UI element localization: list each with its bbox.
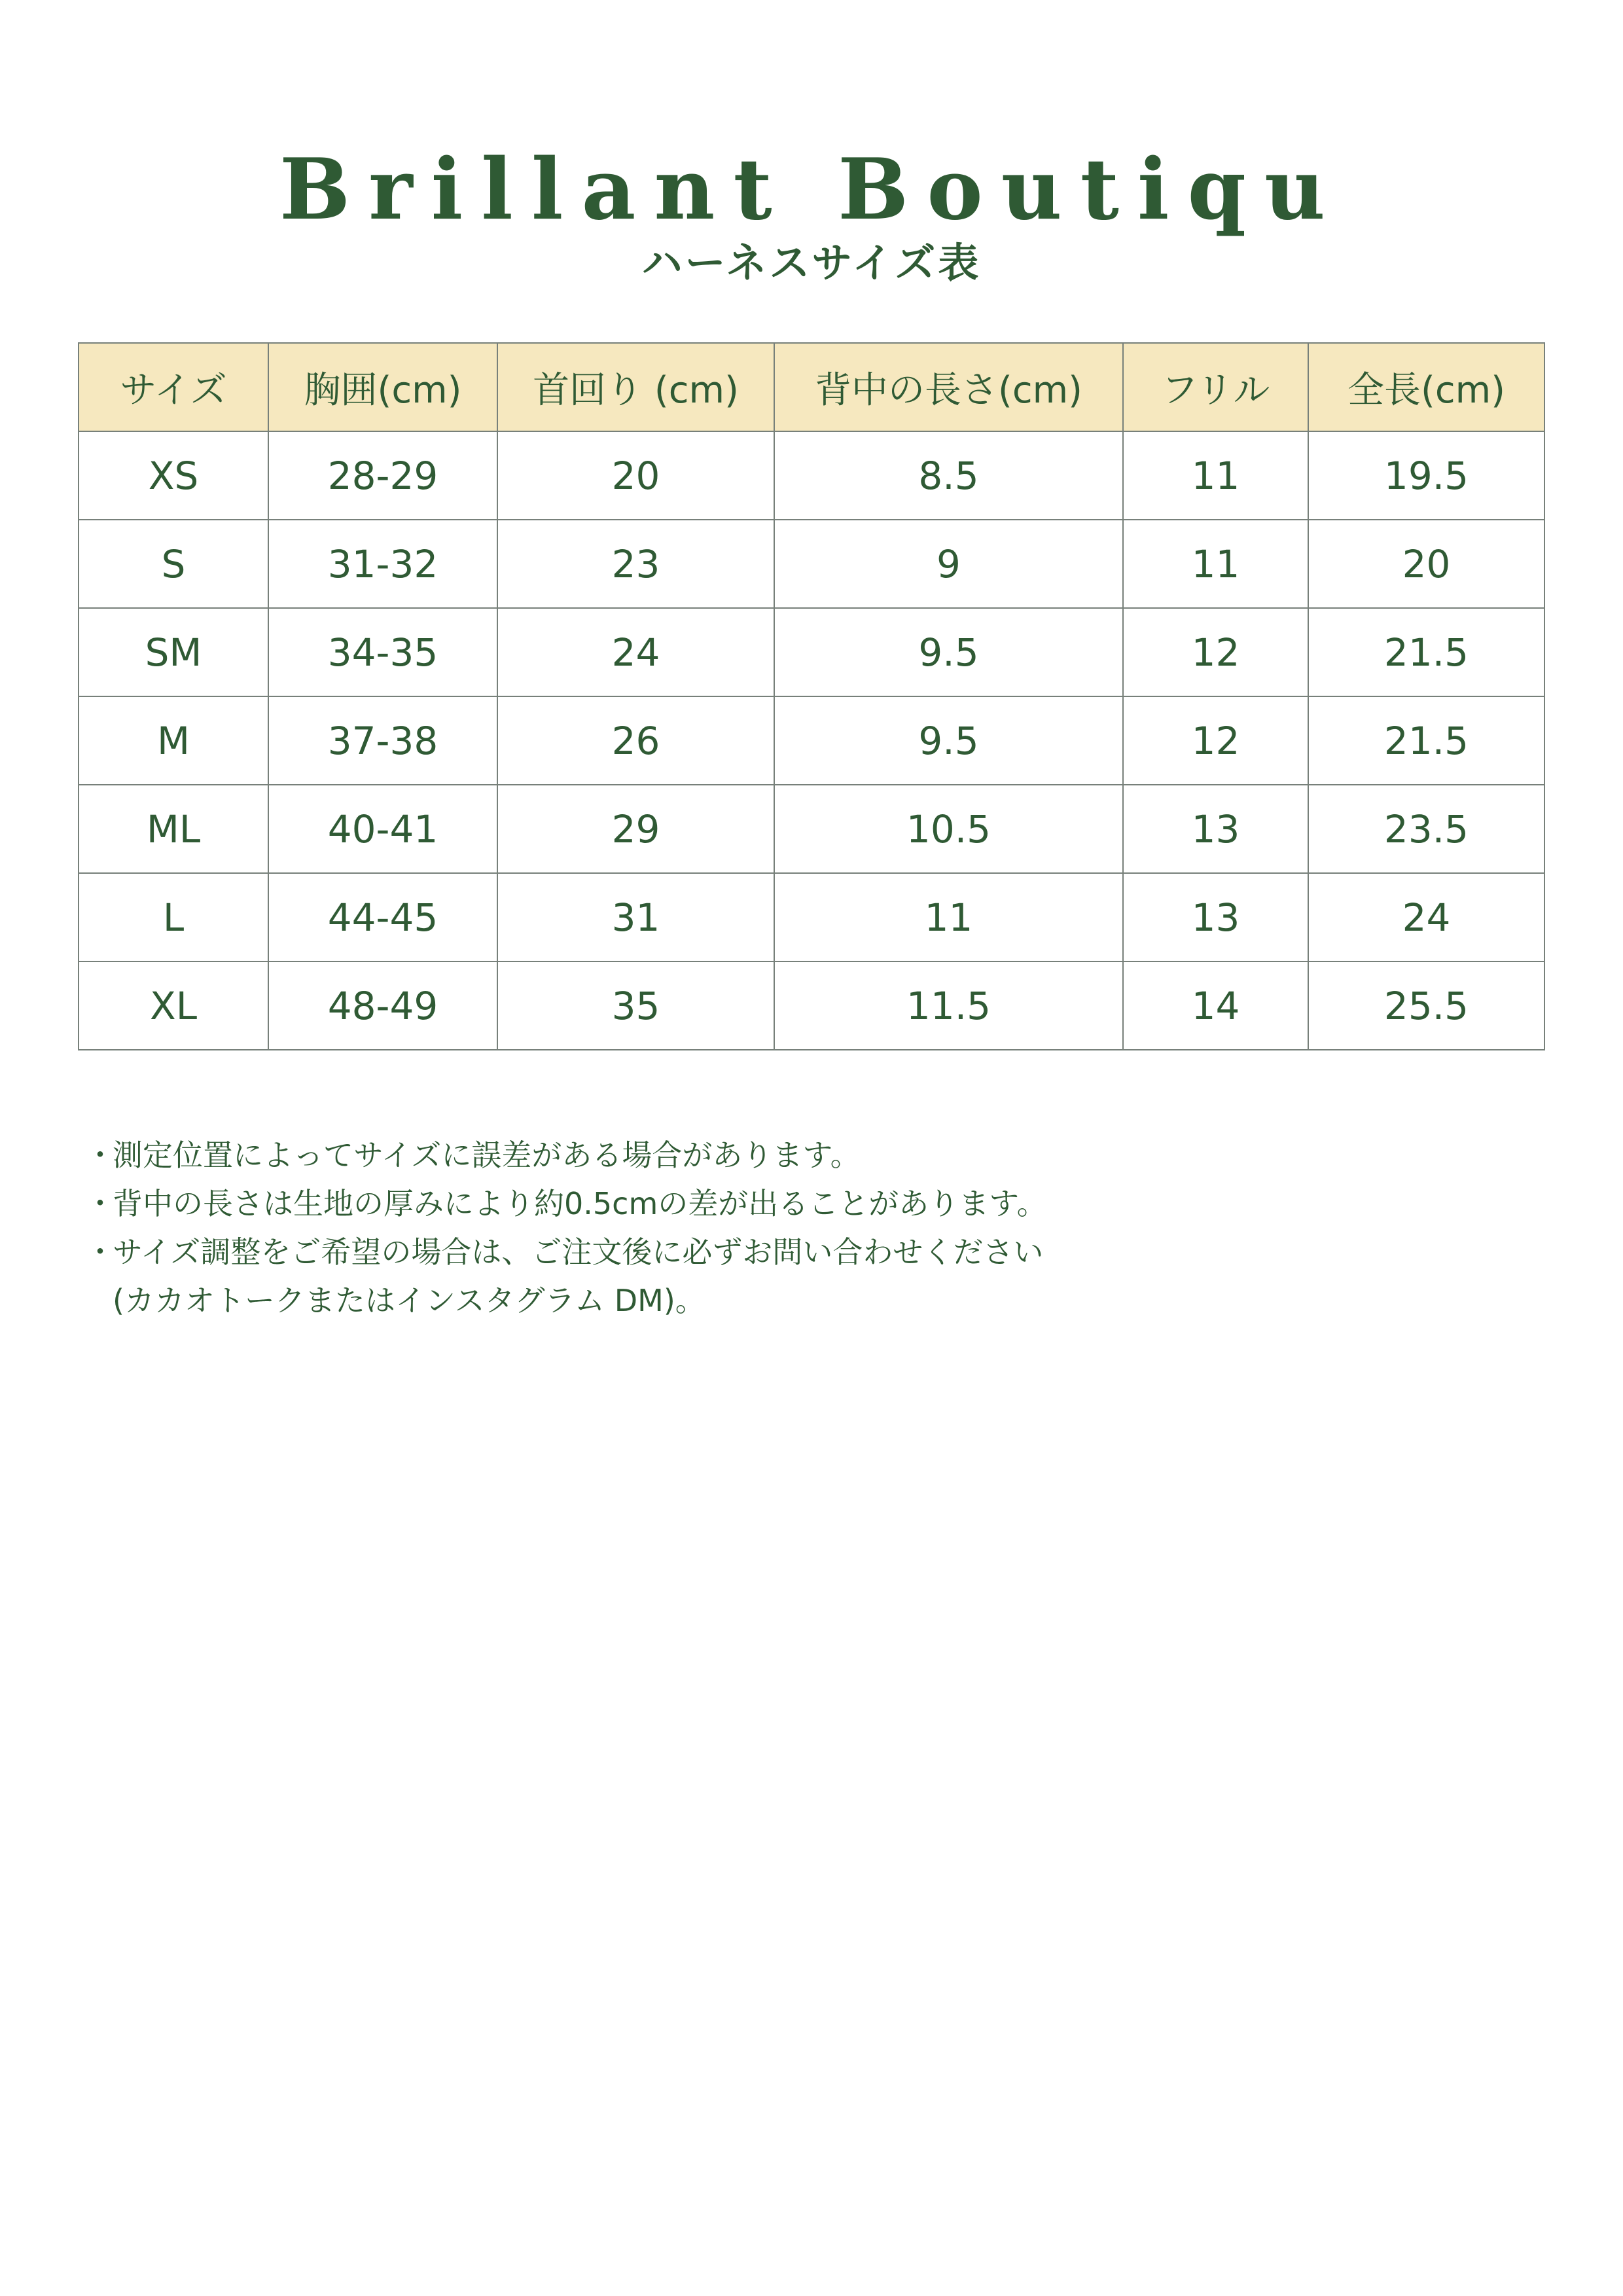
- note-item-continuation: [85, 1276, 1525, 1325]
- cell-total-length: 23.5: [1308, 785, 1544, 873]
- cell-chest: 48-49: [268, 961, 497, 1050]
- notes-list: [85, 1131, 1525, 1325]
- cell-back-length: 9.5: [774, 696, 1123, 785]
- cell-size: ML: [79, 785, 268, 873]
- cell-back-length: 9.5: [774, 608, 1123, 696]
- note-item: [85, 1228, 1525, 1276]
- header-neck: 首回り (cm): [497, 343, 774, 431]
- note-text: サイズ調整をご希望の場合は、ご注文後に必ずお問い合わせください: [113, 1234, 1044, 1270]
- note-text: 測定位置によってサイズに誤差がある場合があります。: [113, 1138, 861, 1173]
- cell-neck: 35: [497, 961, 774, 1050]
- cell-chest: 40-41: [268, 785, 497, 873]
- cell-chest: 28-29: [268, 431, 497, 520]
- cell-neck: 31: [497, 873, 774, 961]
- cell-back-length: 10.5: [774, 785, 1123, 873]
- cell-size: S: [79, 520, 268, 608]
- cell-size: M: [79, 696, 268, 785]
- table-row: [79, 961, 1544, 1050]
- note-item: [85, 1131, 1525, 1179]
- cell-neck: 24: [497, 608, 774, 696]
- note-bullet: ・: [85, 1186, 115, 1221]
- page-subtitle: ハーネスサイズ表: [641, 239, 982, 287]
- note-text: 背中の長さは生地の厚みにより約0.5cmの差が出ることがあります。: [113, 1186, 1047, 1221]
- cell-size: XL: [79, 961, 268, 1050]
- header-back-length: 背中の長さ(cm): [774, 343, 1123, 431]
- cell-total-length: 21.5: [1308, 608, 1544, 696]
- cell-size: L: [79, 873, 268, 961]
- cell-chest: 31-32: [268, 520, 497, 608]
- cell-frill: 11: [1123, 431, 1308, 520]
- header-chest: 胸囲(cm): [268, 343, 497, 431]
- table-row: [79, 608, 1544, 696]
- cell-neck: 23: [497, 520, 774, 608]
- note-bullet: ・: [85, 1234, 115, 1270]
- note-text: (カカオトークまたはインスタグラム DM)。: [113, 1283, 705, 1318]
- cell-total-length: 25.5: [1308, 961, 1544, 1050]
- page-title: Brillant Boutiqu: [279, 141, 1344, 239]
- note-bullet: ・: [85, 1138, 115, 1173]
- cell-neck: 26: [497, 696, 774, 785]
- cell-frill: 12: [1123, 608, 1308, 696]
- cell-frill: 13: [1123, 873, 1308, 961]
- cell-total-length: 21.5: [1308, 696, 1544, 785]
- table-row: [79, 785, 1544, 873]
- cell-chest: 44-45: [268, 873, 497, 961]
- table-header-row: [79, 343, 1544, 431]
- cell-total-length: 20: [1308, 520, 1544, 608]
- table-row: [79, 520, 1544, 608]
- table-row: [79, 431, 1544, 520]
- cell-frill: 14: [1123, 961, 1308, 1050]
- header-size: サイズ: [79, 343, 268, 431]
- cell-back-length: 8.5: [774, 431, 1123, 520]
- cell-total-length: 19.5: [1308, 431, 1544, 520]
- size-chart-table: [78, 342, 1545, 1050]
- cell-chest: 37-38: [268, 696, 497, 785]
- cell-back-length: 11: [774, 873, 1123, 961]
- cell-neck: 29: [497, 785, 774, 873]
- cell-neck: 20: [497, 431, 774, 520]
- table-row: [79, 873, 1544, 961]
- cell-frill: 11: [1123, 520, 1308, 608]
- note-item: [85, 1179, 1525, 1228]
- cell-back-length: 9: [774, 520, 1123, 608]
- header-frill: フリル: [1123, 343, 1308, 431]
- cell-frill: 13: [1123, 785, 1308, 873]
- cell-frill: 12: [1123, 696, 1308, 785]
- header-total-length: 全長(cm): [1308, 343, 1544, 431]
- cell-size: SM: [79, 608, 268, 696]
- cell-total-length: 24: [1308, 873, 1544, 961]
- cell-chest: 34-35: [268, 608, 497, 696]
- cell-size: XS: [79, 431, 268, 520]
- table-row: [79, 696, 1544, 785]
- cell-back-length: 11.5: [774, 961, 1123, 1050]
